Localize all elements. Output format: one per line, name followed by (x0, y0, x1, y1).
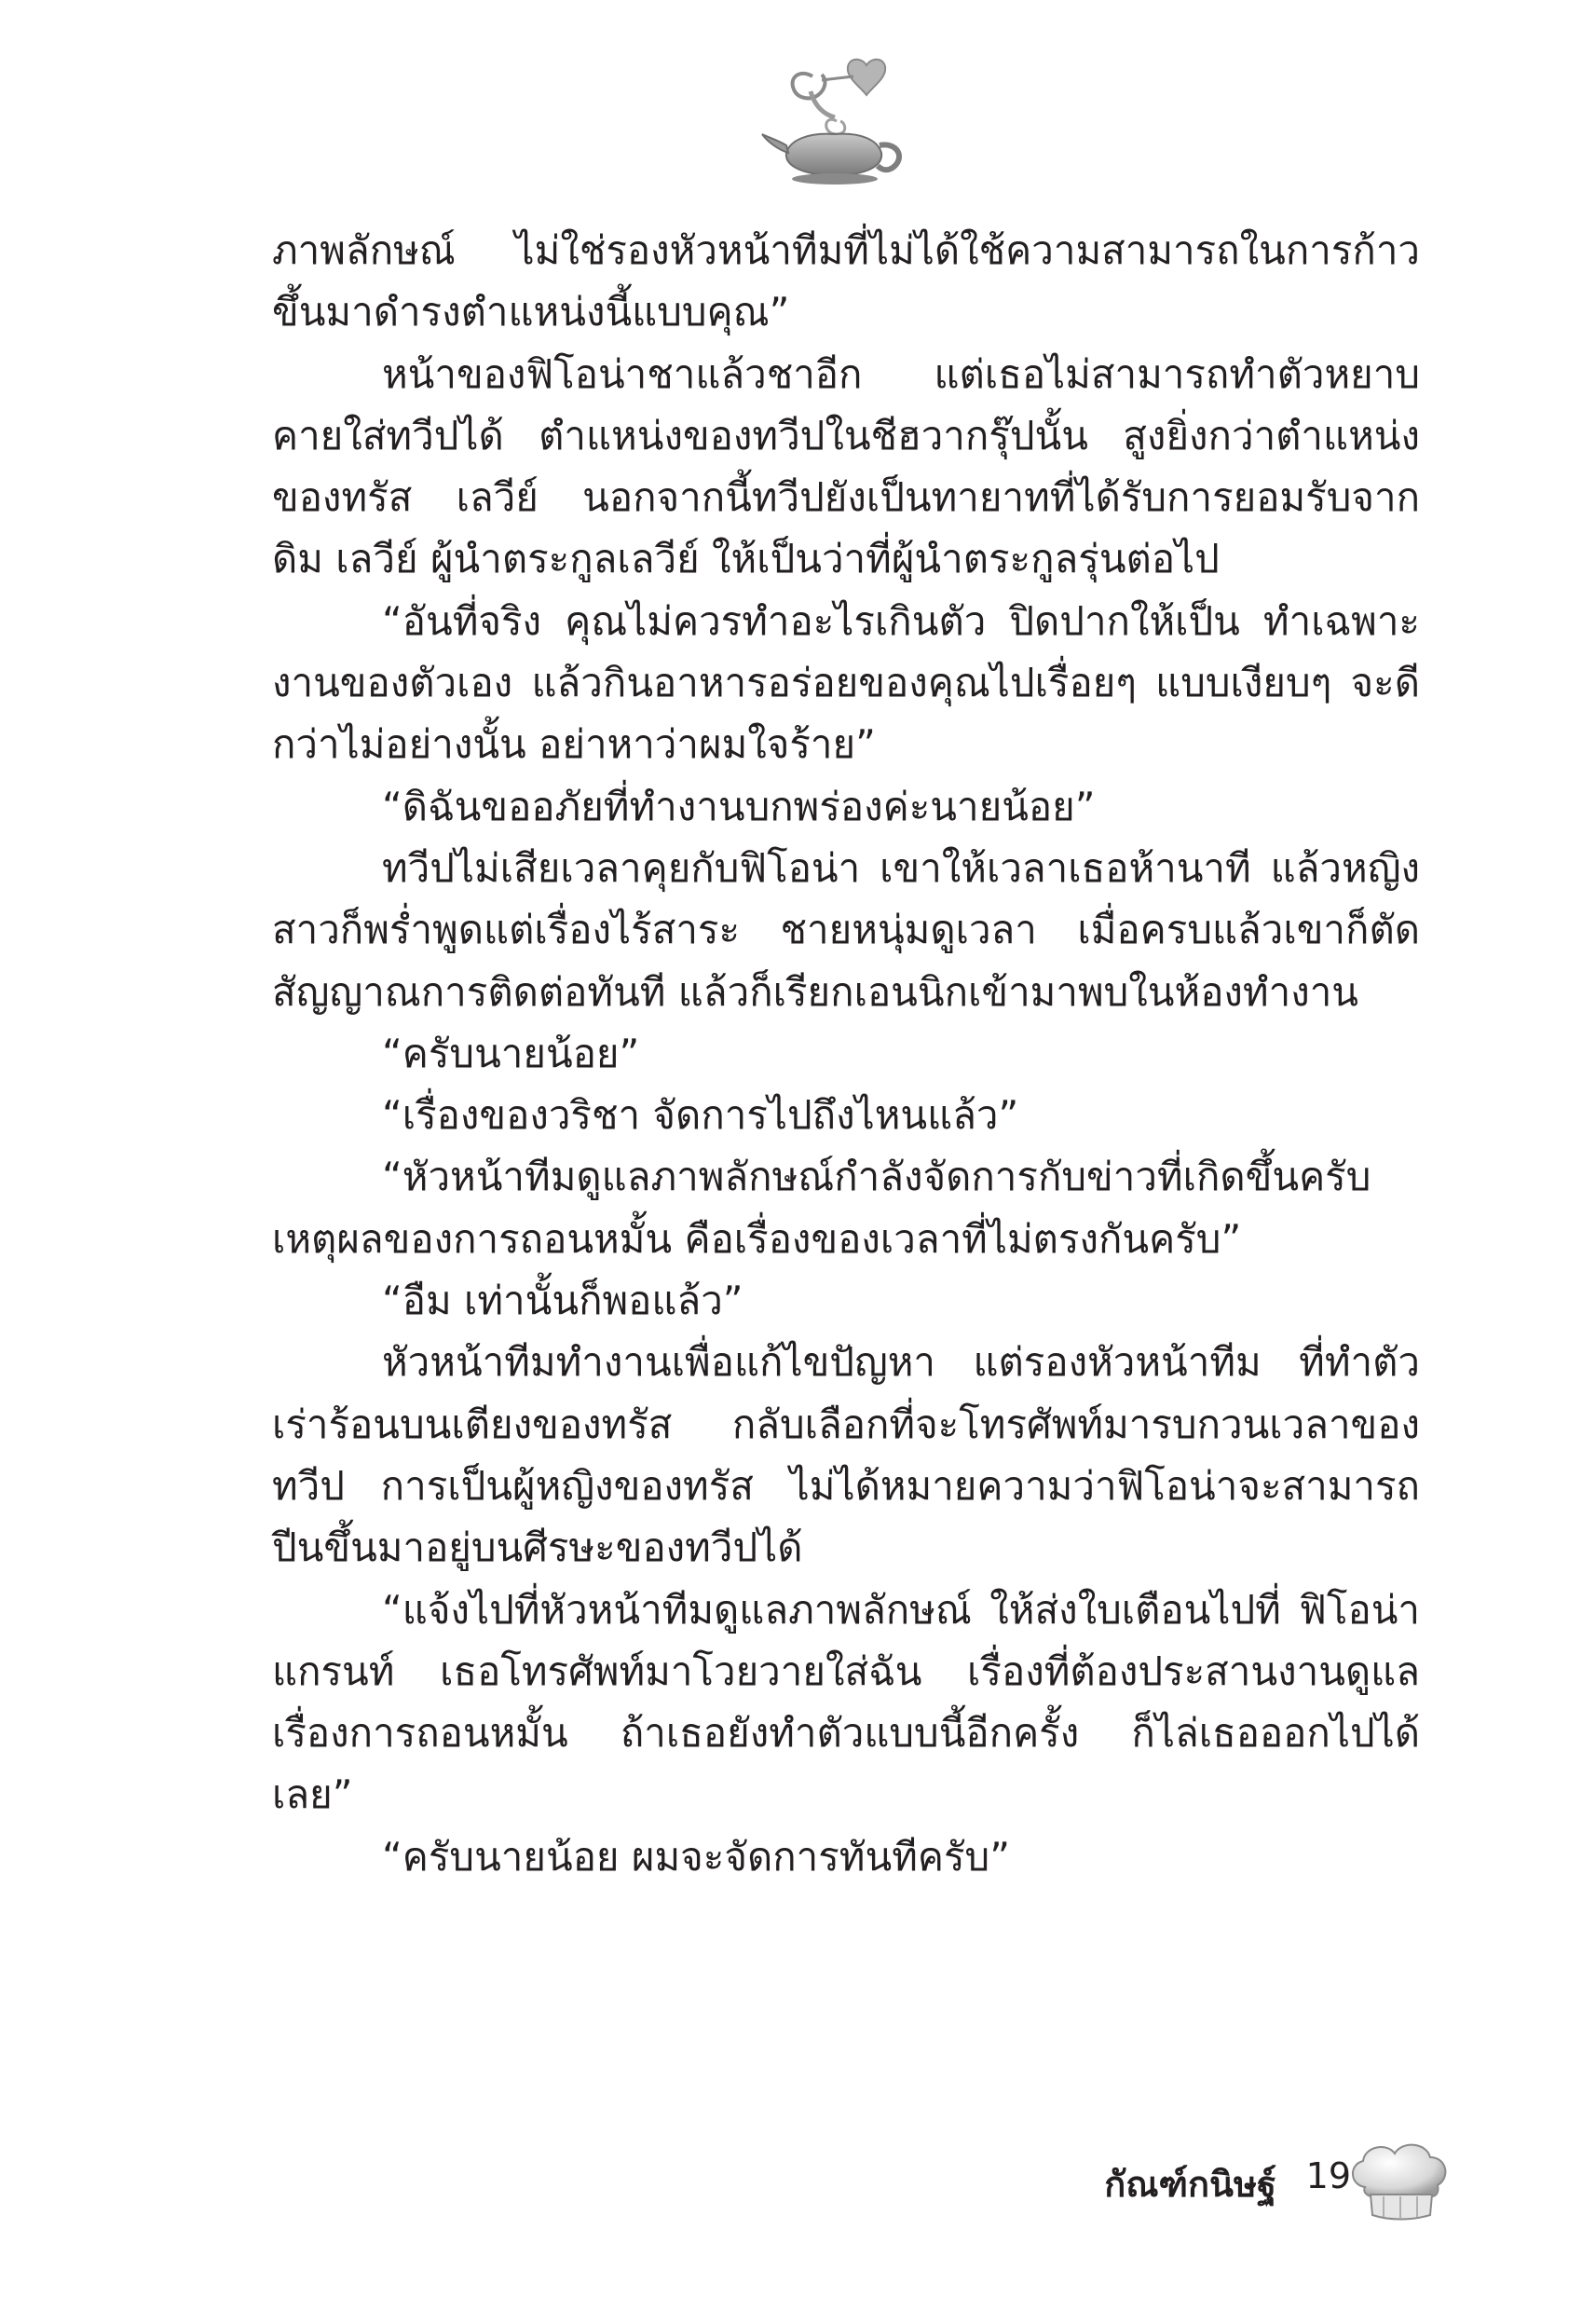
page-number: 19 (1305, 2155, 1351, 2196)
paragraph: หน้าของฟิโอน่าชาแล้วชาอีก แต่เธอไม่สามารถทำตัวหยาบคายใส่ทวีปได้ ตำแหน่งของทวีปในชีฮวากรุ๊ปนั้น สูงยิ่งกว่าตำแหน่งของทรัส เลวีย์ นอกจากนี้ทวีปยังเป็นทายาทที่ได้รับการยอมรับจาก ดิม เลวีย์ ผู้นำตระกูลเลวีย์ ให้เป็นว่าที่ผู้นำตระกูลรุ่นต่อไป (272, 350, 1420, 582)
paragraph: “แจ้งไปที่หัวหน้าทีมดูแลภาพลักษณ์ ให้ส่งใบเตือนไปที่ ฟิโอน่า แกรนท์ เธอโทรศัพท์มาโวยวายใส่ฉัน เรื่องที่ต้องประสานงานดูแลเรื่องการถอนหมั้น ถ้าเธอยังทำตัวแบบนี้อีกครั้ง ก็ไล่เธอออกไปได้เลย” (272, 1586, 1420, 1818)
paragraph: “ครับนายน้อย” (382, 1030, 640, 1076)
book-title: กัณฑ์กนิษฐ์ (1104, 2164, 1276, 2205)
paragraph: “ครับนายน้อย ผมจะจัดการทันทีครับ” (382, 1833, 1010, 1880)
paragraph: ภาพลักษณ์ ไม่ใช่รองหัวหน้าทีมที่ไม่ได้ใช้ความสามารถในการก้าวขึ้นมาดำรงตำแหน่งนี้แบบคุณ” (272, 227, 1420, 335)
paragraph: “อันที่จริง คุณไม่ควรทำอะไรเกินตัว ปิดปากให้เป็น ทำเฉพาะงานของตัวเอง แล้วกินอาหารอร่อยของคุณไปเรื่อยๆ แบบเงียบๆ จะดีกว่าไม่อย่างนั้น อย่าหาว่าผมใจร้าย” (272, 597, 1420, 768)
paragraph: “ดิฉันขออภัยที่ทำงานบกพร่องค่ะนายน้อย” (382, 783, 1096, 829)
paragraph: “หัวหน้าทีมดูแลภาพลักษณ์กำลังจัดการกับข่าวที่เกิดขึ้นครับ เหตุผลของการถอนหมั้น คือเรื่องของเวลาที่ไม่ตรงกันครับ” (272, 1154, 1371, 1262)
paragraph: หัวหน้าทีมทำงานเพื่อแก้ไขปัญหา แต่รองหัวหน้าทีม ที่ทำตัวเร่าร้อนบนเตียงของทรัส กลับเลือกที่จะโทรศัพท์มารบกวนเวลาของทวีป การเป็นผู้หญิงของทรัส ไม่ได้หมายความว่าฟิโอน่าจะสามารถปีนขึ้นมาอยู่บนศีรษะของทวีปได้ (272, 1339, 1420, 1571)
paragraph: “เรื่องของวริชา จัดการไปถึงไหนแล้ว” (382, 1092, 1019, 1139)
body-text (272, 220, 1420, 1888)
paragraph: “อืม เท่านั้นก็พอแล้ว” (382, 1278, 743, 1324)
paragraph: ทวีปไม่เสียเวลาคุยกับฟิโอน่า เขาให้เวลาเธอห้านาที แล้วหญิงสาวก็พร่ำพูดแต่เรื่องไร้สาระ ชายหนุ่มดูเวลา เมื่อครบแล้วเขาก็ตัดสัญญาณการติดต่อทันที แล้วก็เรียกเอนนิกเข้ามาพบในห้องทำงาน (272, 844, 1420, 1015)
page-footer (1062, 2139, 1453, 2241)
chef-hat-icon (1346, 2139, 1453, 2227)
cupid-teapot-ornament-icon (757, 48, 915, 188)
